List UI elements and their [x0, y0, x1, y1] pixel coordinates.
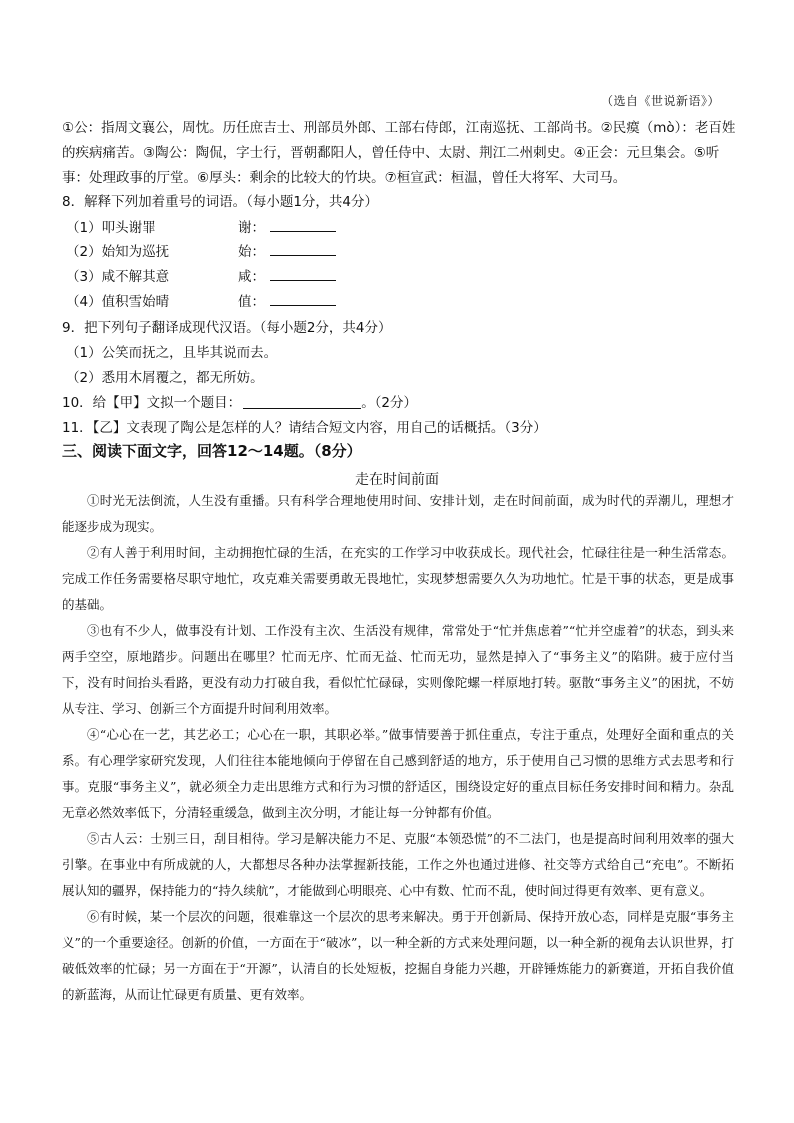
passage-body	[62, 488, 734, 1008]
passage-paragraph: ⑥有时候，某一个层次的问题，很难靠这一个层次的思考来解决。勇于开创新局、保持开放心态，同样是克服“事务主义”的一个重要途径。创新的价值，一方面在于“破冰”，以一种全新的方式来处理问题，以一种全新的视角去认识世界，打破低效率的忙碌；另一方面在于“开源”，认清自的长处短板，挖掘自身能力兴趣，开辟锤炼能力的新赛道，开拓自我价值的新蓝海，从而让忙碌更有质量、更有效率。	[62, 909, 734, 1002]
answer-blank[interactable]	[270, 255, 336, 256]
passage-paragraph: ④“心心在一艺，其艺必工；心心在一职，其职必举。”做事情要善于抓住重点，专注于重点，处理好全面和重点的关系。有心理学家研究发现，人们往往本能地倾向于停留在自己感到舒适的地方，乐于使用自己习惯的思维方式去思考和行事。克服“事务主义”，就必须全力走出思维方式和行为习惯的舒适区，围绕设定好的重点目标任务安排时间和精力。杂乱无章必然效率低下，分清轻重缓急，做到主次分明，才能让每一分钟都有价值。	[62, 727, 734, 820]
passage-title: 走在时间前面	[355, 472, 439, 488]
vocab-phrase: （1）叩头谢罪	[66, 220, 156, 236]
question-11: 11．【乙】文表现了陶公是怎样的人？请结合短文内容，用自己的话概括。（3分）	[62, 420, 547, 436]
passage-paragraph: ⑤古人云：士别三日，刮目相待。学习是解决能力不足、克服“本领恐慌”的不二法门，也是提高时间利用效率的强大引擎。在事业中有所成就的人，大都想尽各种办法掌握新技能，工作之外也通过进修、社交等方式给自己“充电”。不断拓展认知的疆界，保持能力的“持久续航”，才能做到心明眼亮、心中有数、忙而不乱，使时间过得更有效率、更有意义。	[62, 831, 734, 898]
passage-paragraph: ③也有不少人，做事没有计划、工作没有主次、生活没有规律，常常处于“忙并焦虑着”“忙并空虚着”的状态，到头来两手空空，原地踏步。问题出在哪里？忙而无序、忙而无益、忙而无功，显然是掉入了“事务主义”的陷阱。疲于应付当下，没有时间抬头看路，更没有动力打破自我，看似忙忙碌碌，实则像陀螺一样原地打转。驱散“事务主义”的困扰，不妨从专注、学习、创新三个方面提升时间利用效率。	[62, 623, 734, 716]
answer-blank[interactable]	[270, 305, 336, 306]
vocab-key: 谢：	[238, 220, 265, 236]
question-9-stem: 9．把下列句子翻译成现代汉语。（每小题2分，共4分）	[62, 320, 392, 336]
vocab-phrase: （4）值积雪始晴	[66, 294, 170, 310]
title-answer-blank[interactable]	[243, 394, 361, 409]
question-10	[62, 391, 417, 411]
source-citation: （选自《世说新语》）	[600, 94, 720, 108]
annotation-notes: ①公：指周文襄公，周忱。历任庶吉士、刑部员外郎、工部右侍郎，江南巡抚、工部尚书。②民瘼（mò）：老百姓的疾病痛苦。③陶公：陶侃，字士行，晋朝鄱阳人，曾任侍中、太尉、荆江二州刺史。④正会：元旦集会。⑤听事：处理政事的厅堂。⑥厚头：剩余的比较大的竹块。⑦桓宣武：桓温，曾任大将军、大司马。	[62, 120, 736, 186]
vocab-key: 始：	[238, 244, 265, 260]
section-heading: 三、阅读下面文字，回答12～14题。（8分）	[62, 442, 362, 460]
vocab-key: 咸：	[238, 269, 265, 285]
vocab-phrase: （2）始知为巡抚	[66, 244, 170, 260]
question-8-stem: 8．解释下列加着重号的词语。（每小题1分，共4分）	[62, 194, 379, 210]
question-10-prefix: 10．给【甲】文拟一个题目：	[62, 395, 242, 411]
question-9-sentence-1: （1）公笑而抚之，且毕其说而去。	[66, 345, 278, 361]
vocab-phrase: （3）咸不解其意	[66, 269, 170, 285]
question-9-sentence-2: （2）悉用木屑覆之，都无所妨。	[66, 370, 264, 386]
passage-paragraph: ①时光无法倒流，人生没有重播。只有科学合理地使用时间、安排计划，走在时间前面，成为时代的弄潮儿，理想才能逐步成为现实。	[62, 493, 734, 534]
vocab-key: 值：	[238, 294, 265, 310]
answer-blank[interactable]	[270, 231, 336, 232]
question-10-suffix: 。（2分）	[361, 395, 418, 411]
answer-blank[interactable]	[270, 280, 336, 281]
passage-paragraph: ②有人善于利用时间，主动拥抱忙碌的生活，在充实的工作学习中收获成长。现代社会，忙碌往往是一种生活常态。完成工作任务需要格尽职守地忙，攻克难关需要勇敢无畏地忙，实现梦想需要久久为功地忙。忙是干事的状态，更是成事的基础。	[62, 545, 734, 612]
